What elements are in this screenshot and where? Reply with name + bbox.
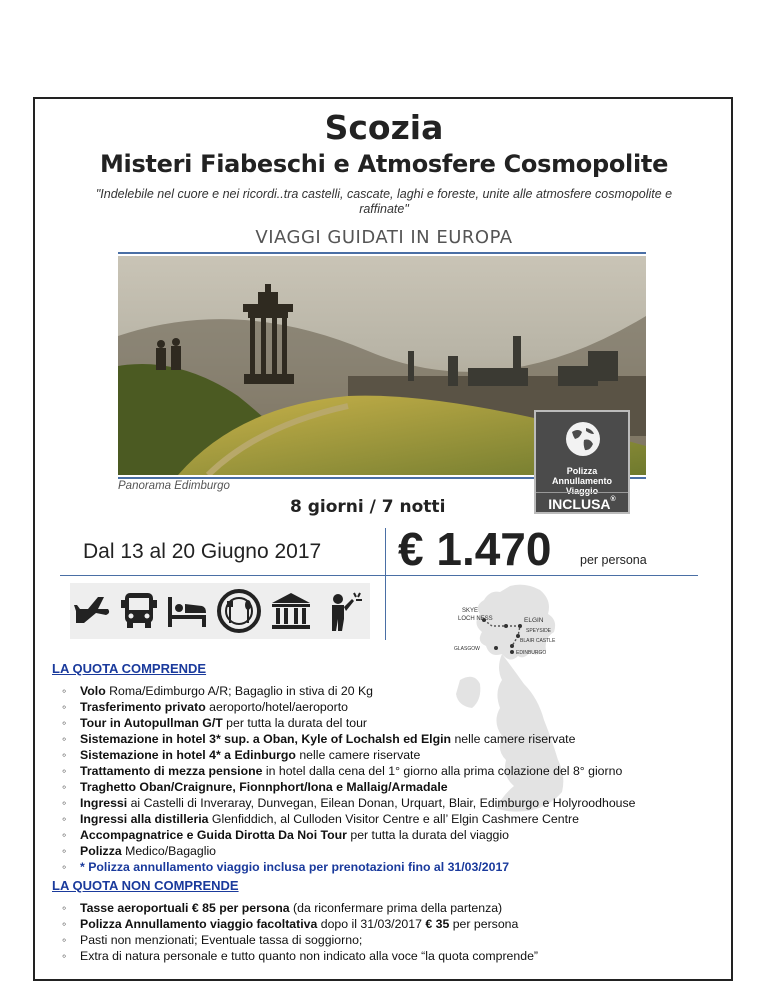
excluded-heading: LA QUOTA NON COMPRENDE	[52, 878, 239, 893]
list-item: ◦ Accompagnatrice e Guida Dirotta Da Noi Tour per tutta la durata del viaggio	[62, 827, 636, 843]
list-item: ◦ Extra di natura personale e tutto quanto non indicato alla voce “la quota comprende”	[62, 948, 538, 964]
map-label: EDINBURGO	[516, 650, 547, 656]
list-item: ◦ Tour in Autopullman G/T per tutta la durata del tour	[62, 715, 636, 731]
map-label: SPEYSIDE	[526, 628, 552, 634]
excluded-list	[62, 900, 538, 964]
bed-icon	[166, 593, 208, 629]
services-icons	[70, 583, 370, 639]
list-item: ◦ Pasti non menzionati; Eventuale tassa di soggiorno;	[62, 932, 538, 948]
map-label: LOCH NESS	[458, 616, 493, 622]
list-item: ◦ Trasferimento privato aeroporto/hotel/aeroporto	[62, 699, 636, 715]
photo-caption: Panorama Edimburgo	[118, 480, 230, 492]
badge-text: Polizza Annullamento Viaggio	[552, 466, 612, 496]
museum-icon	[270, 591, 312, 631]
list-item: ◦ Traghetto Oban/Craignure, Fionnphort/Iona e Mallaig/Armadale	[62, 779, 636, 795]
tour-category: VIAGGI GUIDATI IN EUROPA	[255, 227, 513, 248]
trip-duration: 8 giorni / 7 notti	[290, 497, 446, 517]
bus-icon	[120, 591, 158, 631]
dining-icon	[216, 587, 262, 635]
insurance-badge	[534, 410, 630, 514]
list-item: ◦ Trattamento di mezza pensione in hotel dalla cena del 1° giorno alla prima colazione del 8° giorno	[62, 763, 636, 779]
list-item: ◦ Polizza Annullamento viaggio facoltativa dopo il 31/03/2017 € 35 per persona	[62, 916, 538, 932]
list-item: ◦ Volo Roma/Edimburgo A/R; Bagaglio in stiva di 20 Kg	[62, 683, 636, 699]
trip-price: € 1.470	[398, 523, 552, 575]
page-subtitle: Misteri Fiabeschi e Atmosfere Cosmopolite	[99, 150, 669, 178]
tagline-quote: "Indelebile nel cuore e nei ricordi..tra castelli, cascate, laghi e foreste, unite alle atmosfere cosmopolite e raffinate"	[95, 187, 673, 216]
list-item: ◦ Ingressi ai Castelli di Inveraray, Dunvegan, Eilean Donan, Urquart, Blair, Edimburgo e Holyroodhouse	[62, 795, 636, 811]
guide-icon	[320, 589, 364, 633]
badge-included: INCLUSA®	[536, 492, 628, 512]
divider	[385, 528, 386, 640]
globe-icon	[564, 420, 602, 458]
map-label: SKYE	[462, 608, 479, 614]
list-item: ◦ Ingressi alla distilleria Glenfiddich, al Culloden Visitor Centre e all’ Elgin Cashmere Centre	[62, 811, 636, 827]
included-heading: LA QUOTA COMPRENDE	[52, 661, 207, 676]
list-item: ◦ Sistemazione in hotel 3* sup. a Oban, Kyle of Lochalsh ed Elgin nelle camere riservate	[62, 731, 636, 747]
divider	[118, 252, 646, 254]
list-item: ◦ Sistemazione in hotel 4* a Edinburgo nelle camere riservate	[62, 747, 636, 763]
map-label: GLASGOW	[454, 646, 480, 652]
divider	[60, 575, 698, 576]
insurance-note: ◦ * Polizza annullamento viaggio inclusa per prenotazioni fino al 31/03/2017	[62, 859, 636, 875]
list-item: ◦ Tasse aeroportuali € 85 per persona (da riconfermare prima della partenza)	[62, 900, 538, 916]
plane-icon	[74, 593, 112, 629]
map-label: ELGIN	[524, 617, 544, 624]
trip-dates: Dal 13 al 20 Giugno 2017	[83, 540, 322, 563]
page-title: Scozia	[324, 108, 444, 147]
list-item: ◦ Polizza Medico/Bagaglio	[62, 843, 636, 859]
included-list	[62, 683, 636, 875]
map-label: BLAIR CASTLE	[520, 638, 556, 644]
price-unit: per persona	[580, 553, 647, 567]
